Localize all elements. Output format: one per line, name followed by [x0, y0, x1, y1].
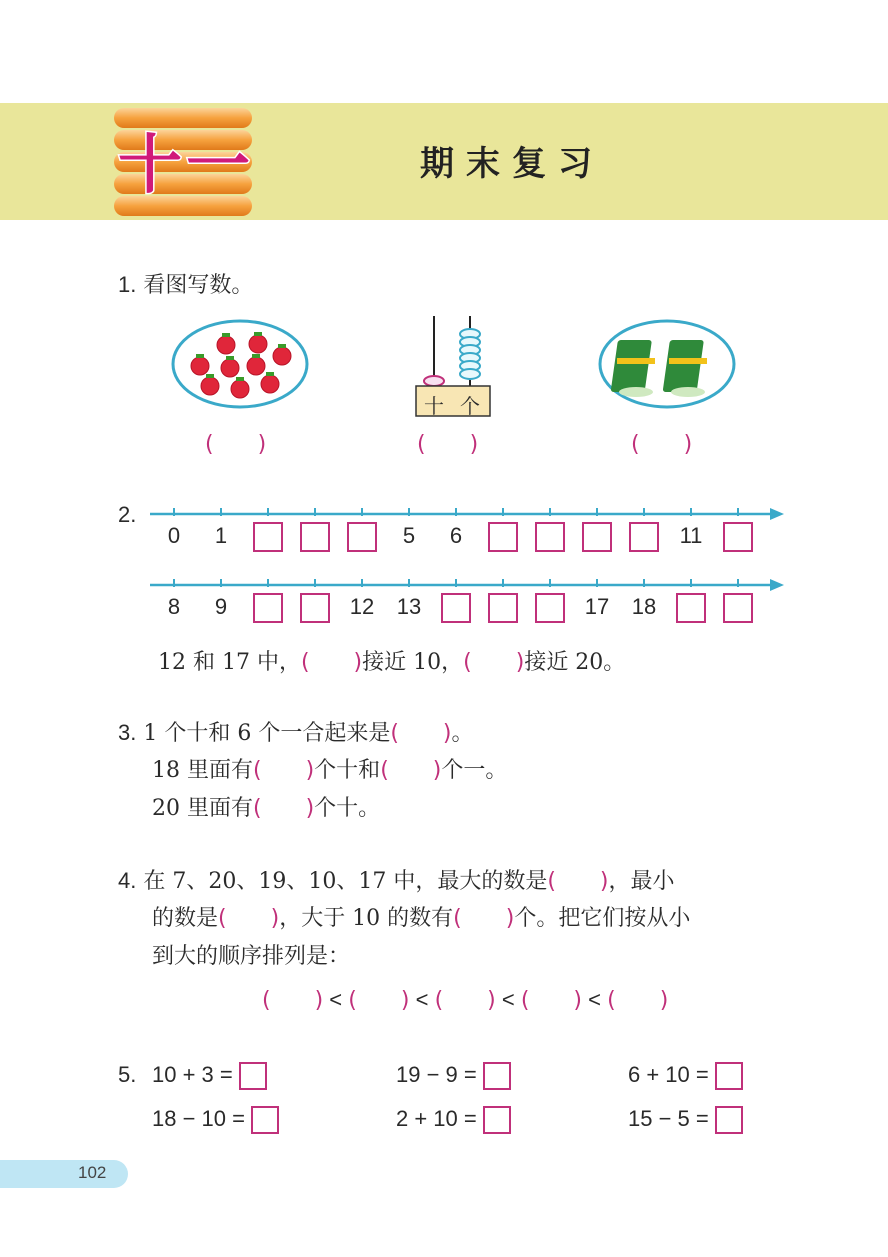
number-line-label: 5 — [402, 523, 416, 548]
tick-mark — [737, 508, 739, 516]
q4-order-slot[interactable]: ( ) — [348, 988, 410, 1013]
number-line-label: 12 — [349, 594, 375, 619]
q4-order-slot[interactable]: ( ) — [607, 988, 669, 1013]
q4-order-row — [262, 985, 668, 1016]
q4-line-3: 到大的顺序排列是： — [152, 944, 351, 969]
tick-mark — [408, 508, 410, 516]
q1-answer-2[interactable]: ( ) — [417, 432, 479, 457]
q4-answer-count[interactable]: ( ) — [453, 906, 515, 931]
q5-equation: 15 − 5 = — [628, 1104, 743, 1134]
tick-mark — [596, 579, 598, 587]
number-line-answer-box[interactable] — [723, 522, 753, 552]
q4-line-2: 的数是( )，大于 10 的数有( )个。把它们按从小 — [152, 906, 691, 931]
tick-mark — [361, 508, 363, 516]
abacus-tens-label: 十 — [424, 394, 444, 418]
q3-answer-4[interactable]: ( ) — [253, 796, 315, 821]
page-title: 期末复习 — [420, 144, 604, 184]
number-line-answer-box[interactable] — [629, 522, 659, 552]
page-number-badge — [0, 1160, 128, 1188]
less-than-sign: < — [415, 987, 429, 1012]
number-line-answer-box[interactable] — [347, 522, 377, 552]
answer-box[interactable] — [483, 1106, 511, 1134]
tick-mark — [173, 508, 175, 516]
tick-mark — [267, 579, 269, 587]
less-than-sign: < — [501, 987, 515, 1012]
number-line-answer-box[interactable] — [300, 593, 330, 623]
number-line-answer-box[interactable] — [582, 522, 612, 552]
q4-answer-min[interactable]: ( ) — [218, 906, 280, 931]
q1-heading: 1. 看图写数。 — [118, 272, 254, 298]
number-line-answer-box[interactable] — [488, 593, 518, 623]
tick-mark — [596, 508, 598, 516]
number-line-label: 11 — [679, 523, 703, 548]
q1-answer-3[interactable]: ( ) — [631, 432, 693, 457]
q5-equation: 18 − 10 = — [152, 1104, 279, 1134]
number-line-label: 17 — [584, 594, 610, 619]
number-line-answer-box[interactable] — [676, 593, 706, 623]
tick-mark — [549, 579, 551, 587]
q4-line-1: 4. 在 7、20、19、10、17 中，最大的数是( )，最小 — [118, 868, 675, 894]
answer-box[interactable] — [251, 1106, 279, 1134]
number-line-label: 9 — [214, 594, 228, 619]
less-than-sign: < — [588, 987, 601, 1012]
number-line-label: 0 — [167, 523, 181, 548]
tick-mark — [502, 579, 504, 587]
q5-equation: 6 + 10 = — [628, 1060, 743, 1090]
tick-mark — [549, 508, 551, 516]
q4-order-slot[interactable]: ( ) — [262, 988, 324, 1013]
tick-mark — [455, 508, 457, 516]
number-line-answer-box[interactable] — [253, 522, 283, 552]
abacus-ones-label: 个 — [460, 394, 480, 418]
q3-answer-3[interactable]: ( ) — [380, 758, 442, 783]
tick-mark — [455, 579, 457, 587]
q5-number: 5. — [118, 1062, 137, 1087]
q2-answer-near-10[interactable]: ( ) — [300, 650, 363, 675]
q5-equation: 19 − 9 = — [396, 1060, 511, 1090]
number-line-answer-box[interactable] — [535, 522, 565, 552]
tick-mark — [690, 579, 692, 587]
tick-mark — [361, 579, 363, 587]
tick-mark — [173, 579, 175, 587]
number-line-label: 8 — [167, 594, 181, 619]
tick-mark — [220, 579, 222, 587]
tick-mark — [502, 508, 504, 516]
q2-sentence: 12 和 17 中，( )接近 10，( )接近 20。 — [158, 650, 626, 675]
tick-mark — [690, 508, 692, 516]
answer-box[interactable] — [715, 1062, 743, 1090]
tick-mark — [643, 579, 645, 587]
chapter-number: 十一 — [118, 128, 254, 203]
number-line-answer-box[interactable] — [441, 593, 471, 623]
tick-mark — [643, 508, 645, 516]
number-line-answer-box[interactable] — [488, 522, 518, 552]
number-line-answer-box[interactable] — [535, 593, 565, 623]
q3-answer-2[interactable]: ( ) — [253, 758, 315, 783]
bundle-plate — [597, 318, 737, 415]
q1-answer-1[interactable]: ( ) — [205, 432, 267, 457]
number-line-answer-box[interactable] — [300, 522, 330, 552]
q5-equation: 2 + 10 = — [396, 1104, 511, 1134]
page-number: 102 — [78, 1163, 107, 1182]
strawberry-plate — [170, 318, 310, 415]
q3-line-3: 20 里面有( )个十。 — [152, 796, 381, 821]
q4-order-slot[interactable]: ( ) — [520, 988, 583, 1013]
tick-mark — [314, 508, 316, 516]
tick-mark — [220, 508, 222, 516]
answer-box[interactable] — [715, 1106, 743, 1134]
tick-mark — [314, 579, 316, 587]
q2-answer-near-20[interactable]: ( ) — [463, 650, 525, 675]
number-line-answer-box[interactable] — [723, 593, 753, 623]
q4-order-slot[interactable]: ( ) — [434, 988, 496, 1013]
q2-number: 2. — [118, 502, 137, 527]
less-than-sign: < — [329, 987, 343, 1012]
tick-mark — [408, 579, 410, 587]
answer-box[interactable] — [239, 1062, 267, 1090]
answer-box[interactable] — [483, 1062, 511, 1090]
number-line-label: 18 — [631, 594, 657, 619]
tick-mark — [267, 508, 269, 516]
number-line-answer-box[interactable] — [253, 593, 283, 623]
number-line-label: 6 — [449, 523, 463, 548]
tick-mark — [737, 579, 739, 587]
q5-equation: 10 + 3 = — [152, 1060, 267, 1090]
number-line-label: 1 — [214, 523, 228, 548]
number-line-label: 13 — [396, 594, 422, 619]
q4-answer-max[interactable]: ( ) — [547, 869, 609, 894]
q3-line-1: 3. 1 个十和 6 个一合起来是( )。 — [118, 720, 474, 746]
q3-line-2: 18 里面有( )个十和( )个一。 — [152, 758, 508, 783]
q3-answer-1[interactable]: ( ) — [390, 721, 452, 746]
